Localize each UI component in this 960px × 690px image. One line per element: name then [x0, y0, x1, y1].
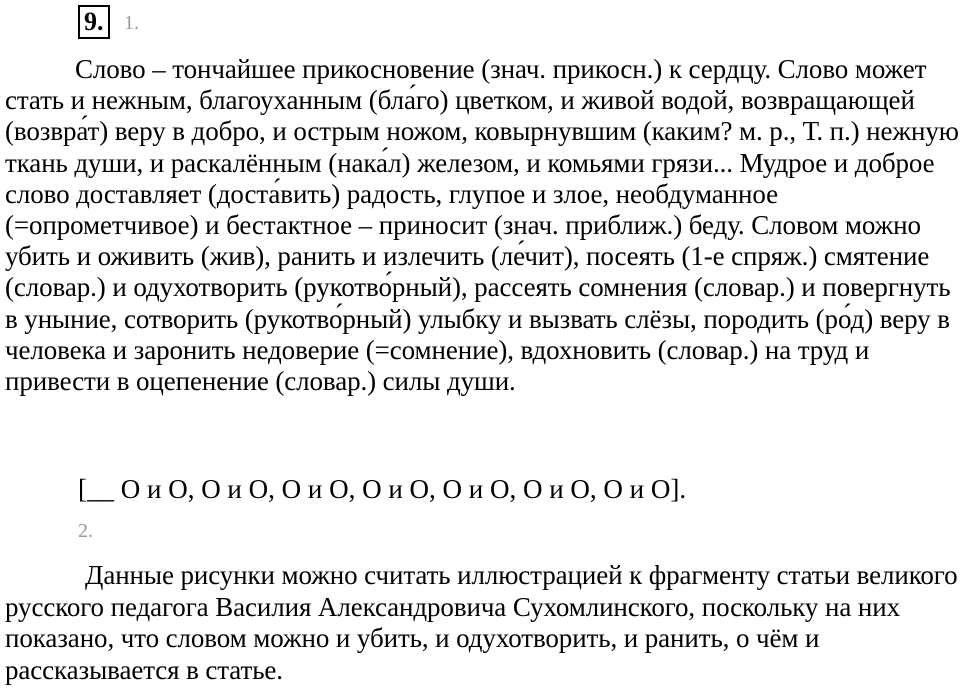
paragraph-2-text: Данные рисунки можно считать иллюстрацией к фрагменту статьи великого русского педагога Василия Александровича Сухомлинского, поскольку на них показано, что словом можно и убить, и одухотворить, и ранить, о чём и рассказывается в статье. [5, 560, 958, 685]
exercise-number: 9. [78, 5, 110, 39]
paragraph-1-text: Слово – тончайшее прикосновение (знач. прикосн.) к сердцу. Слово может стать и нежным, благоуханным (бла́го) цветком, и живой водой, возвращающей (возвра́т) веру в добро, и острым ножом, ковырнувшим (каким? м. р., Т. п.) нежную ткань души, и раскалённым (нака́л) железом, и комьями грязи... Мудрое и доброе слово доставляет (доста́вить) радость, глупое и злое, необдуманное (=опрометчивое) и бестактное – приносит (знач. приближ.) беду. Словом можно убить и оживить (жив), ранить и излечить (ле́чит), посеять (1-е спряж.) смятение (словар.) и одухотворить (рукотво́рный), рассеять сомнения (словар.) и повергнуть в уныние, сотворить (рукотво́рный) улыбку и вызвать слёзы, породить (ро́д) веру в человека и заронить недоверие (=сомнение), вдохновить (словар.) на труд и привести в оцепенение (словар.) силы души. [5, 54, 959, 397]
part-2-label: 2. [78, 520, 93, 542]
exercise-paragraph-2 [5, 560, 960, 686]
exercise-paragraph-1 [5, 54, 960, 397]
sentence-scheme: [__ О и О, О и О, О и О, О и О, О и О, О и О, О и О]. [78, 474, 687, 504]
part-1-label: 1. [124, 12, 139, 34]
